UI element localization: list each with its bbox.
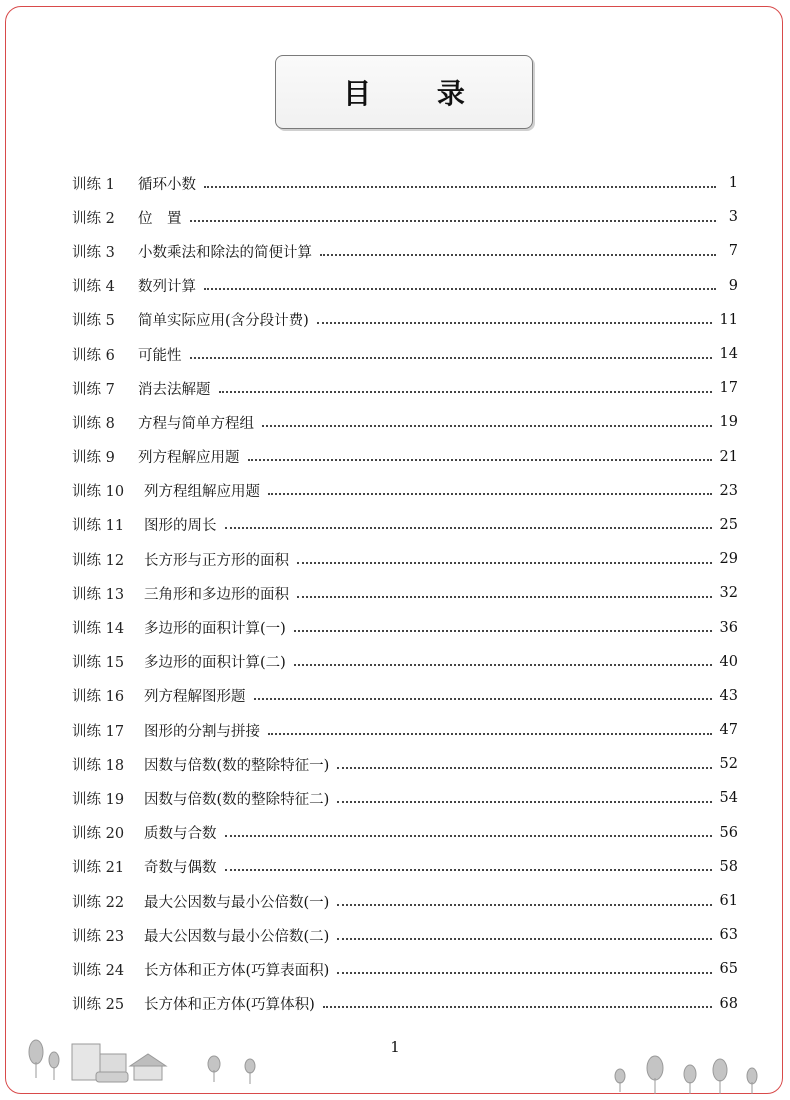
table-of-contents (72, 166, 738, 1021)
toc-entry-label: 训练 10 (72, 484, 125, 501)
toc-entry-label: 训练 13 (72, 586, 125, 603)
toc-entry-label: 训练 24 (72, 962, 125, 979)
toc-entry-title: 图形的周长 (144, 518, 217, 535)
toc-entry-title: 小数乘法和除法的简便计算 (138, 244, 312, 261)
dot-leader (268, 732, 712, 735)
dot-leader (225, 868, 712, 871)
dot-leader (337, 766, 711, 769)
dot-leader (248, 458, 712, 461)
toc-entry-page: 56 (719, 824, 738, 841)
toc-entry-page: 61 (719, 893, 738, 910)
toc-entry-page: 1 (728, 175, 738, 192)
tree-icon (647, 1056, 663, 1080)
toc-entry-label: 训练 5 (72, 313, 115, 330)
toc-entry[interactable] (72, 713, 738, 747)
toc-entry-page: 68 (719, 995, 738, 1012)
toc-entry-page: 7 (728, 243, 738, 260)
dot-leader (254, 697, 712, 700)
toc-entry-title: 循环小数 (138, 176, 196, 193)
toc-entry[interactable] (72, 850, 738, 884)
toc-entry-label: 训练 8 (72, 415, 115, 432)
toc-entry-page: 58 (719, 858, 738, 875)
toc-entry-page: 19 (719, 414, 738, 431)
toc-entry-title: 长方形与正方形的面积 (144, 552, 289, 569)
toc-entry-page: 25 (719, 516, 738, 533)
toc-entry-page: 54 (719, 790, 738, 807)
toc-entry-page: 47 (719, 722, 738, 739)
toc-entry-title: 多边形的面积计算(一) (144, 621, 286, 638)
toc-entry-title: 简单实际应用(含分段计费) (138, 313, 309, 330)
toc-entry-title: 最大公因数与最小公倍数(二) (144, 928, 330, 945)
toc-entry[interactable] (72, 166, 738, 200)
toc-entry-page: 9 (728, 277, 738, 294)
toc-entry-label: 训练 4 (72, 279, 115, 296)
dot-leader (225, 834, 712, 837)
dot-leader (317, 321, 712, 324)
toc-entry-label: 训练 21 (72, 860, 125, 877)
toc-entry-label: 训练 9 (72, 450, 115, 467)
toc-entry-title: 图形的分割与拼接 (144, 723, 260, 740)
dot-leader (323, 1005, 712, 1008)
tree-icon (615, 1069, 625, 1083)
toc-entry-title: 列方程解图形题 (144, 689, 246, 706)
toc-entry-label: 训练 2 (72, 210, 115, 227)
toc-entry[interactable] (72, 405, 738, 439)
toc-entry-page: 32 (719, 585, 738, 602)
toc-entry-title: 可能性 (138, 347, 182, 364)
toc-entry-title: 质数与合数 (144, 826, 217, 843)
toc-entry-label: 训练 1 (72, 176, 115, 193)
toc-entry-page: 23 (719, 482, 738, 499)
toc-entry[interactable] (72, 816, 738, 850)
toc-entry-page: 40 (719, 653, 738, 670)
toc-entry[interactable] (72, 337, 738, 371)
dot-leader (268, 492, 712, 495)
toc-entry[interactable] (72, 952, 738, 986)
toc-entry-page: 29 (719, 551, 738, 568)
toc-entry-title: 多边形的面积计算(二) (144, 655, 286, 672)
toc-entry[interactable] (72, 918, 738, 952)
toc-entry[interactable] (72, 269, 738, 303)
toc-entry-title: 数列计算 (138, 279, 196, 296)
toc-entry-label: 训练 20 (72, 826, 125, 843)
tree-icon (684, 1065, 696, 1083)
toc-entry-label: 训练 16 (72, 689, 125, 706)
dot-leader (190, 356, 712, 359)
toc-entry[interactable] (72, 542, 738, 576)
toc-entry[interactable] (72, 645, 738, 679)
toc-entry-page: 21 (719, 448, 738, 465)
toc-entry[interactable] (72, 610, 738, 644)
title-box (275, 55, 533, 129)
toc-entry-label: 训练 22 (72, 894, 125, 911)
toc-entry-label: 训练 12 (72, 552, 125, 569)
tree-icon (208, 1056, 220, 1072)
tree-icon (713, 1059, 727, 1081)
dot-leader (297, 595, 712, 598)
dot-leader (190, 219, 717, 222)
toc-entry-page: 14 (719, 346, 738, 363)
toc-entry-page: 36 (719, 619, 738, 636)
house-icon (134, 1066, 162, 1080)
toc-entry-page: 11 (719, 311, 738, 328)
toc-entry[interactable] (72, 576, 738, 610)
toc-entry[interactable] (72, 234, 738, 268)
toc-entry-label: 训练 17 (72, 723, 125, 740)
toc-entry-page: 52 (719, 756, 738, 773)
toc-entry-label: 训练 15 (72, 655, 125, 672)
toc-entry-title: 长方体和正方体(巧算体积) (144, 997, 315, 1014)
toc-entry[interactable] (72, 987, 738, 1021)
toc-entry-label: 训练 14 (72, 621, 125, 638)
dot-leader (337, 800, 711, 803)
toc-entry-label: 训练 7 (72, 381, 115, 398)
dot-leader (297, 561, 712, 564)
page-title: 目 录 (343, 77, 493, 110)
toc-entry-page: 63 (719, 927, 738, 944)
toc-entry-title: 奇数与偶数 (144, 860, 217, 877)
toc-entry-label: 训练 11 (72, 518, 125, 535)
toc-entry[interactable] (72, 371, 738, 405)
toc-entry-title: 消去法解题 (138, 381, 211, 398)
toc-entry-label: 训练 23 (72, 928, 125, 945)
toc-entry-page: 43 (719, 687, 738, 704)
dot-leader (337, 937, 711, 940)
toc-entry[interactable] (72, 303, 738, 337)
toc-entry-title: 因数与倍数(数的整除特征一) (144, 757, 330, 774)
dot-leader (219, 390, 712, 393)
dot-leader (204, 185, 716, 188)
toc-entry[interactable] (72, 508, 738, 542)
toc-entry-label: 训练 3 (72, 244, 115, 261)
toc-entry-title: 方程与简单方程组 (138, 415, 254, 432)
toc-entry[interactable] (72, 440, 738, 474)
dot-leader (337, 971, 711, 974)
toc-entry[interactable] (72, 747, 738, 781)
toc-entry-label: 训练 18 (72, 757, 125, 774)
dot-leader (294, 663, 712, 666)
toc-entry-page: 3 (728, 209, 738, 226)
toc-entry-title: 列方程组解应用题 (144, 484, 260, 501)
toc-entry-title: 最大公因数与最小公倍数(一) (144, 894, 330, 911)
toc-entry-label: 训练 6 (72, 347, 115, 364)
page-number: 1 (390, 1038, 400, 1056)
toc-entry-title: 列方程解应用题 (138, 450, 240, 467)
toc-entry-page: 17 (719, 380, 738, 397)
toc-entry-label: 训练 25 (72, 997, 125, 1014)
toc-entry-page: 65 (719, 961, 738, 978)
tree-icon (245, 1059, 255, 1073)
toc-entry[interactable] (72, 474, 738, 508)
toc-entry[interactable] (72, 200, 738, 234)
toc-entry-title: 因数与倍数(数的整除特征二) (144, 791, 330, 808)
tree-icon (747, 1068, 757, 1084)
toc-entry-title: 位 置 (138, 210, 182, 227)
dot-leader (320, 253, 716, 256)
car-icon (96, 1072, 128, 1082)
toc-entry-title: 三角形和多边形的面积 (144, 586, 289, 603)
dot-leader (337, 903, 711, 906)
toc-entry[interactable] (72, 884, 738, 918)
dot-leader (294, 629, 712, 632)
toc-entry-title: 长方体和正方体(巧算表面积) (144, 962, 330, 979)
dot-leader (262, 424, 712, 427)
toc-entry-label: 训练 19 (72, 791, 125, 808)
toc-entry[interactable] (72, 679, 738, 713)
dot-leader (204, 287, 716, 290)
dot-leader (225, 526, 712, 529)
toc-entry[interactable] (72, 781, 738, 815)
